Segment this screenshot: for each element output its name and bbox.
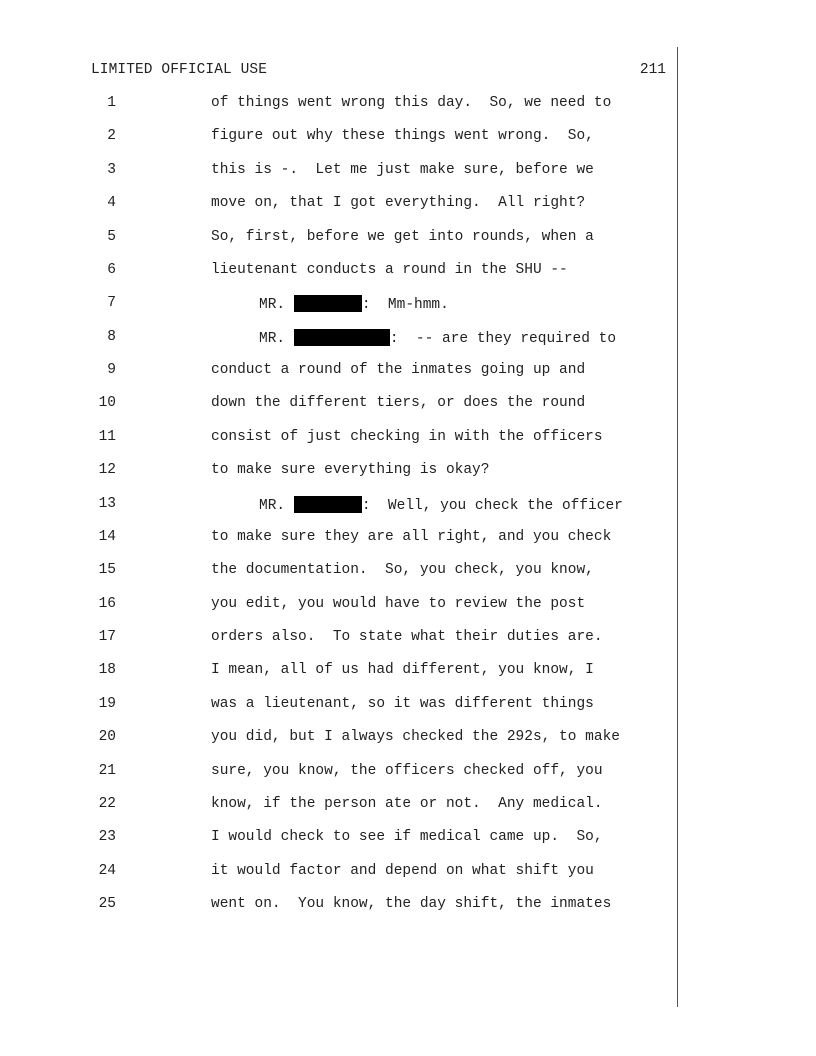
line-number: 12 (98, 462, 116, 479)
line-number: 7 (107, 295, 116, 312)
line-text: sure, you know, the officers checked off, you (211, 762, 603, 779)
line-number: 19 (98, 695, 116, 712)
line-number: 17 (98, 629, 116, 645)
line-text: to make sure they are all right, and you check (211, 528, 612, 545)
line-text: conduct a round of the inmates going up and (211, 362, 586, 378)
transcript-line (0, 95, 677, 128)
line-number: 14 (98, 528, 116, 545)
line-text: you did, but I always checked the 292s, to make (211, 729, 620, 746)
transcript-line (0, 195, 677, 228)
line-number: 11 (98, 428, 116, 445)
speaker-line (259, 496, 623, 514)
line-text: the documentation. So, you check, you know, (211, 562, 594, 579)
transcript-line (0, 262, 677, 295)
speaker-text: : Well, you check the officer (361, 497, 623, 514)
transcript-line (0, 629, 677, 662)
speaker-line (259, 295, 449, 313)
transcript-line (0, 295, 677, 328)
line-number: 22 (98, 795, 116, 812)
transcript-line (0, 329, 677, 362)
transcript-line (0, 229, 677, 262)
line-number: 1 (107, 95, 116, 111)
transcript-line (0, 863, 677, 896)
transcript-line (0, 562, 677, 595)
speaker-prefix: MR. (259, 497, 294, 514)
line-text: of things went wrong this day. So, we need to (211, 95, 612, 111)
line-number: 13 (98, 495, 116, 512)
transcript-line (0, 496, 677, 529)
speaker-prefix: MR. (259, 297, 294, 314)
line-text: So, first, before we get into rounds, when a (211, 228, 594, 245)
transcript-line (0, 395, 677, 428)
speaker-text: : Mm-hmm. (361, 297, 449, 314)
line-number: 10 (98, 395, 116, 412)
line-text: was a lieutenant, so it was different things (211, 695, 594, 712)
line-number: 4 (107, 195, 116, 212)
transcript-line (0, 896, 677, 929)
line-text: this is -. Let me just make sure, before we (211, 161, 594, 178)
transcript-line (0, 829, 677, 862)
header-classification: LIMITED OFFICIAL USE (91, 62, 268, 78)
transcript-line (0, 429, 677, 462)
redaction-box (294, 496, 362, 513)
transcript-line (0, 162, 677, 195)
speaker-line (259, 329, 616, 347)
redaction-box (294, 295, 362, 312)
line-text: consist of just checking in with the officers (211, 428, 603, 445)
line-number: 15 (98, 562, 116, 579)
line-number: 23 (98, 829, 116, 846)
line-number: 6 (107, 261, 116, 278)
transcript-line (0, 763, 677, 796)
transcript-line (0, 729, 677, 762)
right-margin-rule (677, 47, 678, 1007)
line-text: I would check to see if medical came up. So, (211, 829, 603, 846)
line-number: 24 (98, 862, 116, 879)
transcript-body (0, 95, 677, 929)
line-text: move on, that I got everything. All right? (211, 195, 586, 212)
line-text: figure out why these things went wrong. So, (211, 128, 594, 145)
line-text: I mean, all of us had different, you know, I (211, 662, 594, 679)
transcript-line (0, 529, 677, 562)
transcript-line (0, 696, 677, 729)
line-number: 21 (98, 762, 116, 779)
transcript-line (0, 662, 677, 695)
line-number: 9 (107, 362, 116, 378)
line-number: 3 (107, 161, 116, 178)
redaction-box (294, 329, 390, 346)
speaker-text: : -- are they required to (389, 330, 617, 347)
line-number: 18 (98, 662, 116, 679)
line-number: 8 (107, 328, 116, 345)
speaker-prefix: MR. (259, 330, 294, 347)
transcript-line (0, 596, 677, 629)
line-text: you edit, you would have to review the post (211, 595, 586, 612)
line-text: orders also. To state what their duties are. (211, 629, 603, 645)
transcript-line (0, 362, 677, 395)
transcript-line (0, 462, 677, 495)
line-text: down the different tiers, or does the round (211, 395, 586, 412)
line-number: 20 (98, 729, 116, 746)
transcript-line (0, 796, 677, 829)
line-text: went on. You know, the day shift, the inmates (211, 896, 612, 912)
page-number: 211 (639, 62, 666, 78)
line-number: 25 (98, 896, 116, 912)
line-text: it would factor and depend on what shift you (211, 862, 594, 879)
transcript-line (0, 128, 677, 161)
line-number: 2 (107, 128, 116, 145)
line-text: lieutenant conducts a round in the SHU -- (211, 261, 568, 278)
line-text: know, if the person ate or not. Any medical. (211, 795, 603, 812)
line-text: to make sure everything is okay? (211, 462, 490, 479)
line-number: 5 (107, 228, 116, 245)
line-number: 16 (98, 595, 116, 612)
